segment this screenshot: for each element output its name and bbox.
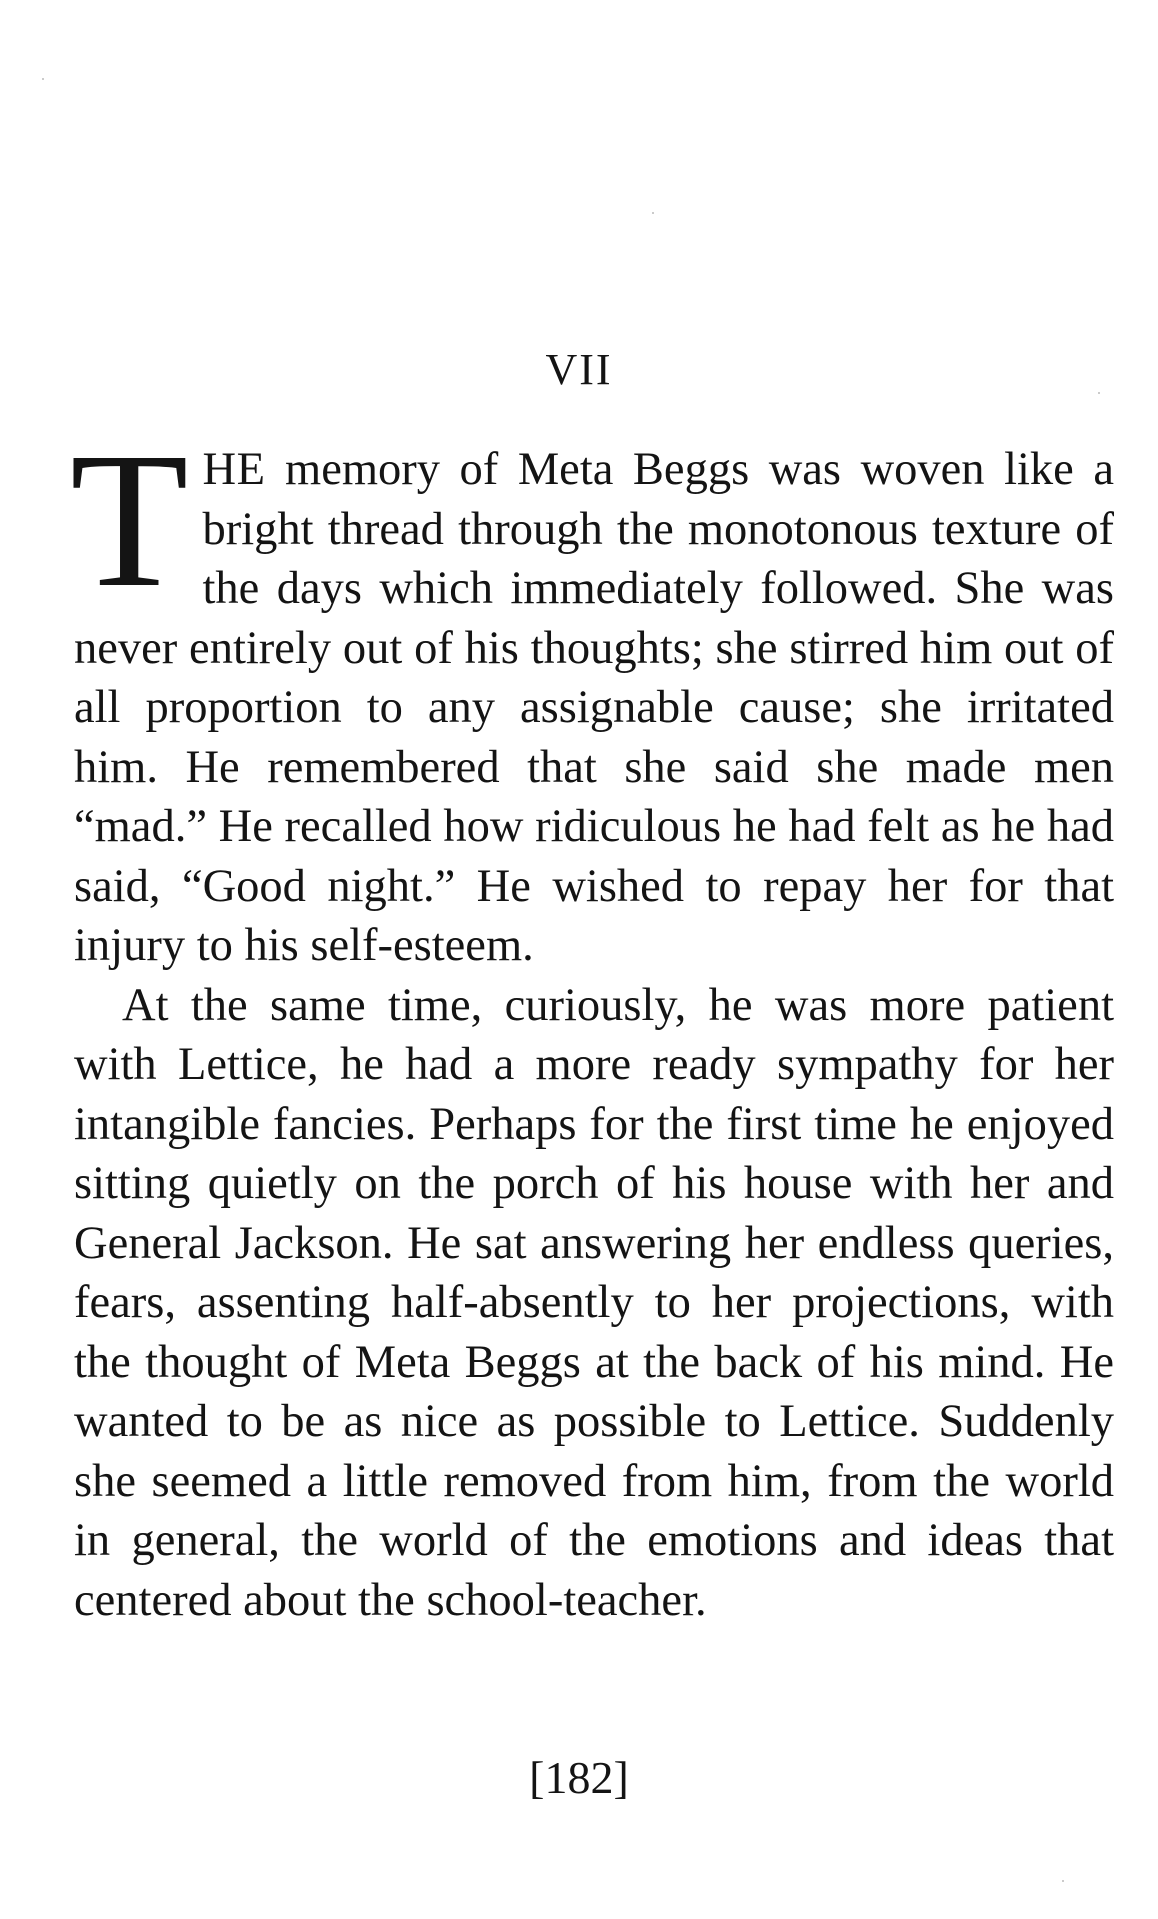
scan-speck: [1062, 1880, 1064, 1882]
paragraph-2-text: At the same time, curiously, he was more patient with Lettice, he had a more ready sympathy for her intangible fancies. Perhaps for the first time he enjoyed sitting quietly on the porch of his house with her and General Jackson. He sat answering her endless queries, fears, assenting half-absently to her projections, with the thought of Meta Beggs at the back of his mind. He wanted to be as nice as possible to Lettice. Suddenly she seemed a little removed from him, from the world in general, the world of the emotions and ideas that centered about the school-teacher.: [74, 979, 1114, 1626]
body-text: [70, 412, 1114, 1630]
scan-speck: [42, 78, 44, 80]
scan-speck: [1098, 392, 1100, 394]
paragraph-1: [70, 412, 1114, 976]
scan-speck: [652, 212, 654, 214]
chapter-number: VII: [545, 345, 613, 394]
drop-cap: T: [70, 412, 189, 627]
page-number: [182]: [529, 1752, 629, 1803]
paragraph-2: [74, 976, 1114, 1631]
paragraph-1-text: memory of Meta Beggs was woven like a bright thread through the monotonous texture of the days which immediately followed. She was never entirely out of his thoughts; she stirred him out of all proportion to any assignable cause; she irritated him. He remembered that she said she made men “mad.” He recalled how ridiculous he had felt as he had said, “Good night.” He wished to repay her for that injury to his self-esteem.: [74, 444, 1114, 971]
lead-word: HE: [202, 444, 266, 495]
